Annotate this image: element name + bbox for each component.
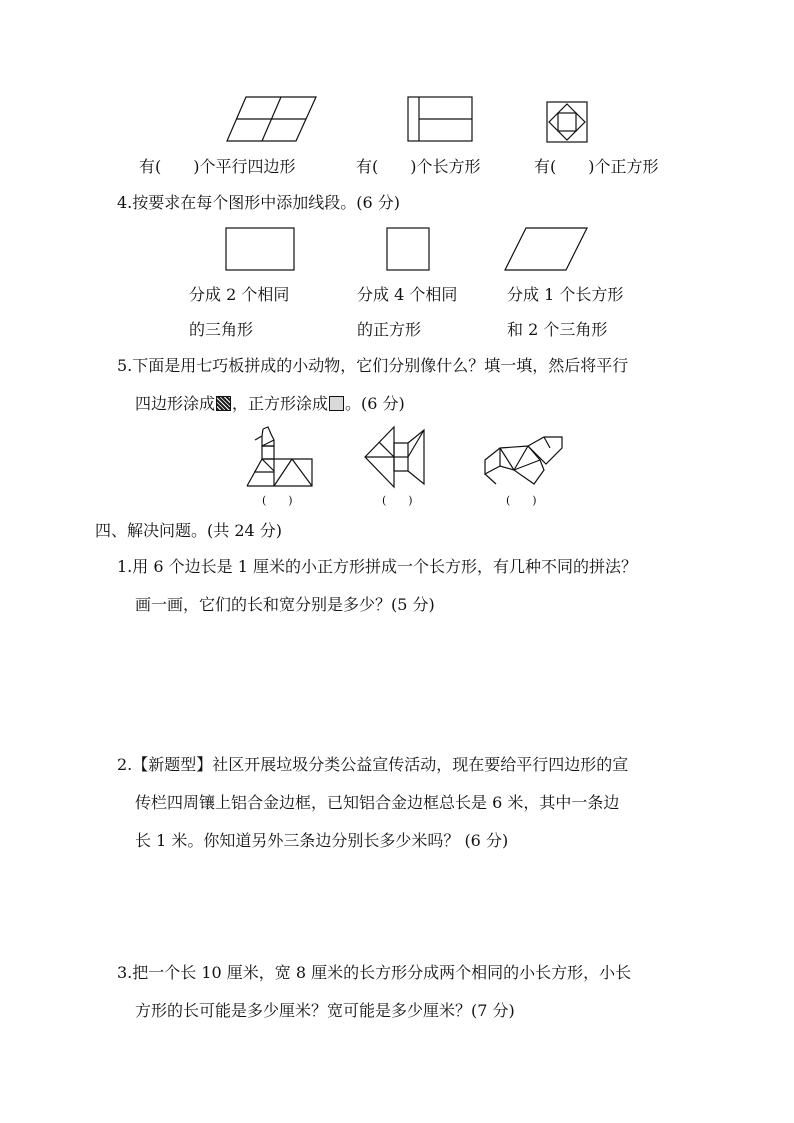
q5-stem-part-a: 四边形涂成 [135,394,216,413]
q5-blank-duck[interactable]: ( ) [262,494,293,507]
q5-blank-animal[interactable]: ( ) [506,494,537,507]
q3-caption-squares: 有( )个正方形 [534,157,659,176]
q4-caption-3-line1: 分成 1 个长方形 [507,285,624,304]
parallelogram-grid-figure [226,96,318,142]
q4-caption-1-line2: 的三角形 [189,320,254,339]
rectangle-grid-figure [407,96,473,142]
q4-square-figure [386,227,430,271]
q3-caption-rectangles: 有( )个长方形 [356,157,481,176]
s4-q1-line2: 画一画，它们的长和宽分别是多少？(5 分) [135,595,435,614]
s4-q3-line1: 3.把一个长 10 厘米，宽 8 厘米的长方形分成两个相同的小长方形，小长 [117,963,632,982]
grey-swatch-icon [329,396,344,411]
q4-rectangle-figure [225,227,295,271]
s4-q2-line2: 传栏四周镶上铝合金边框，已知铝合金边框总长是 6 米，其中一条边 [135,793,620,812]
q4-stem: 4.按要求在每个图形中添加线段。(6 分) [117,193,401,212]
tangram-fish-figure [364,426,426,488]
s4-q2-line3: 长 1 米。你知道另外三条边分别长多少米吗？ (6 分) [135,831,509,850]
q5-stem-line2 [135,394,405,414]
s4-q2-line1: 2.【新题型】社区开展垃圾分类公益宣传活动，现在要给平行四边形的宣 [117,755,629,774]
s4-q3-line2: 方形的长可能是多少厘米？宽可能是多少厘米？(7 分) [135,1001,515,1020]
section4-heading: 四、解决问题。(共 24 分) [95,521,283,540]
q4-caption-2-line1: 分成 4 个相同 [357,285,458,304]
q3-caption-parallelograms: 有( )个平行四边形 [139,157,296,176]
q5-stem-part-c: 。(6 分) [345,394,405,413]
q4-caption-1-line1: 分成 2 个相同 [189,285,290,304]
tangram-animal-figure [484,436,564,488]
hatched-swatch-icon [216,396,231,411]
q5-stem-part-b: ，正方形涂成 [232,394,329,413]
nested-squares-figure [546,101,588,143]
q4-caption-2-line2: 的正方形 [357,320,422,339]
q4-parallelogram-figure [504,227,588,271]
tangram-duck-figure [246,426,314,488]
s4-q1-line1: 1.用 6 个边长是 1 厘米的小正方形拼成一个长方形，有几种不同的拼法？ [117,557,637,576]
q5-blank-fish[interactable]: ( ) [382,494,413,507]
q4-caption-3-line2: 和 2 个三角形 [507,320,608,339]
q5-stem-line1: 5.下面是用七巧板拼成的小动物，它们分别像什么？填一填，然后将平行 [117,356,629,375]
